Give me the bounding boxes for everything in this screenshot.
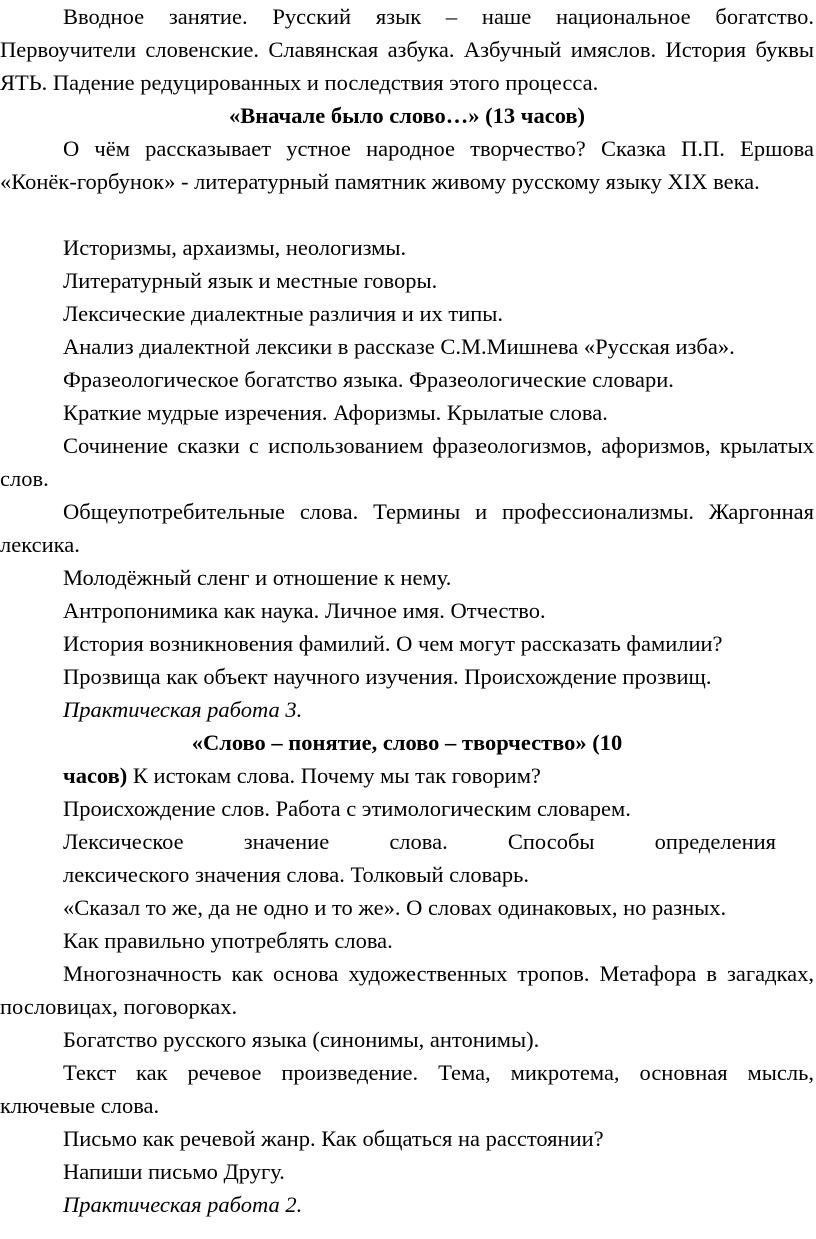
heading-2-continuation — [63, 759, 541, 792]
paragraph-letter-genre: Письмо как речевой жанр. Как общаться на расстоянии? — [63, 1126, 604, 1151]
paragraph-aphorisms: Краткие мудрые изречения. Афоризмы. Крылатые слова. — [63, 400, 608, 425]
paragraph-folk-art: О чём рассказывает устное народное творчество? Сказка П.П. Ершова «Конёк-горбунок» - литературный памятник живому русскому языку XIX века. — [0, 136, 814, 194]
paragraph-surnames: История возникновения фамилий. О чем могут рассказать фамилии? — [63, 631, 723, 656]
paragraph-polysemy: Многозначность как основа художественных тропов. Метафора в загадках, пословицах, поговорках. — [0, 961, 814, 1019]
paragraph-lexical-differences: Лексические диалектные различия и их типы. — [63, 301, 504, 326]
practice-work-3: Практическая работа 3. — [63, 697, 303, 722]
intro-paragraph: Вводное занятие. Русский язык – наше национальное богатство. Первоучители словенские. Славянская азбука. Азбучный имяслов. История буквы ЯТЬ. Падение редуцированных и последствия этого процесса. — [0, 4, 814, 95]
paragraph-text-speech: Текст как речевое произведение. Тема, микротема, основная мысль, ключевые слова. — [0, 1060, 814, 1118]
paragraph-fairy-tale-essay: Сочинение сказки с использованием фразеологизмов, афоризмов, крылатых слов. — [0, 433, 814, 491]
paragraph-lexical-meaning-line2: лексического значения слова. Толковый словарь. — [63, 862, 530, 887]
paragraph-dialect-analysis: Анализ диалектной лексики в рассказе С.М.Мишнева «Русская изба». — [63, 334, 735, 359]
paragraph-anthroponymy: Антропонимика как наука. Личное имя. Отчество. — [63, 598, 546, 623]
paragraph-historisms: Историзмы, архаизмы, неологизмы. — [63, 235, 407, 260]
paragraph-synonyms: Богатство русского языка (синонимы, антонимы). — [63, 1027, 540, 1052]
paragraph-same-words-line2: Как правильно употреблять слова. — [63, 928, 393, 953]
heading-2-topic: К истокам слова. Почему мы так говорим? — [127, 763, 541, 788]
paragraph-youth-slang: Молодёжный сленг и отношение к нему. — [63, 565, 452, 590]
paragraph-nicknames: Прозвища как объект научного изучения. Происхождение прозвищ. — [63, 664, 712, 689]
section-heading-1: «Вначале было слово…» (13 часов) — [228, 103, 586, 128]
paragraph-phraseology: Фразеологическое богатство языка. Фразеологические словари. — [63, 367, 674, 392]
paragraph-common-words: Общеупотребительные слова. Термины и профессионализмы. Жаргонная лексика. — [0, 499, 814, 557]
heading-2-hours: часов) — [63, 763, 128, 788]
paragraph-write-letter: Напиши письмо Другу. — [63, 1159, 285, 1184]
paragraph-lexical-meaning-line1: Лексическое значение слова. Способы определения — [63, 829, 776, 854]
paragraph-dialects: Литературный язык и местные говоры. — [63, 268, 438, 293]
paragraph-same-words-line1: «Сказал то же, да не одно и то же». О словах одинаковых, но разных. — [63, 895, 727, 920]
section-heading-2: «Слово – понятие, слово – творчество» (10 — [191, 730, 623, 755]
practice-work-2: Практическая работа 2. — [63, 1192, 303, 1217]
paragraph-word-origin: Происхождение слов. Работа с этимологическим словарем. — [63, 796, 631, 821]
